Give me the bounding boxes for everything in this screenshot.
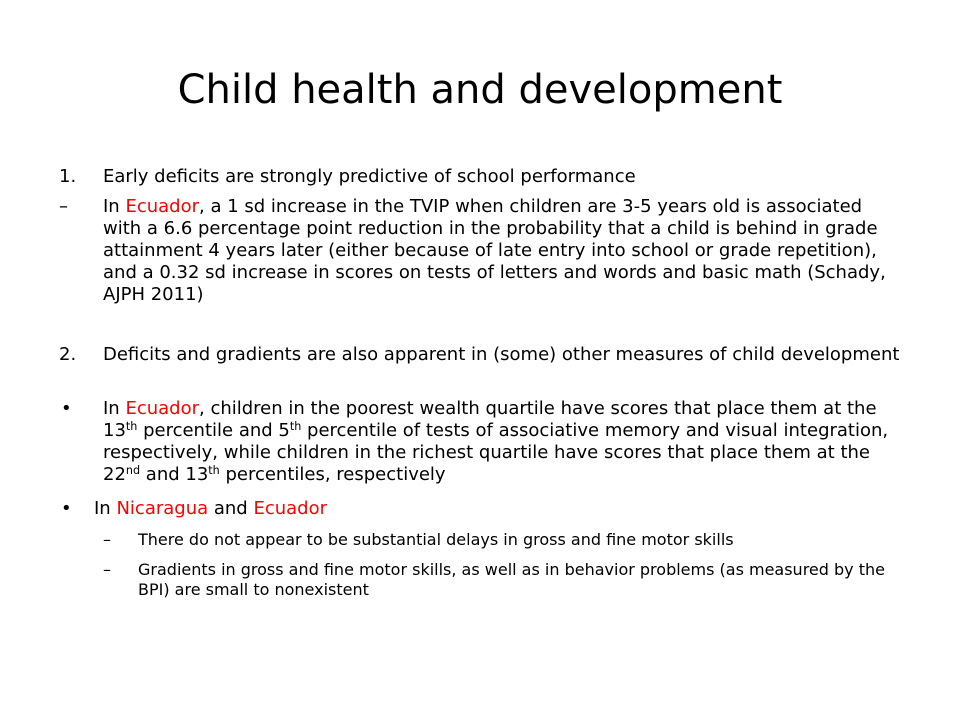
text-part: percentile of tests of associative memory and visual integration, respectively, while children in the richest quartile have scores that place them at the 22	[103, 420, 889, 485]
text-part: and 13	[140, 464, 209, 485]
ordinal-suffix: nd	[125, 463, 141, 477]
bullet-marker: •	[61, 498, 72, 519]
sub-item-text: Gradients in gross and fine motor skills, as well as in behavior problems (as measured by the BPI) are small to nonexistent	[138, 560, 885, 599]
numbered-item-1	[0, 166, 960, 190]
text-prefix: In	[103, 398, 126, 419]
sub-item-gradients	[0, 560, 960, 604]
text-prefix: In	[94, 498, 117, 519]
bullet-item-text	[94, 498, 894, 520]
item-text: Deficits and gradients are also apparent in (some) other measures of child development	[103, 344, 900, 365]
slide-title: Child health and development	[177, 67, 783, 113]
text-conjunction: and	[208, 498, 254, 519]
country-highlight: Ecuador	[253, 498, 327, 519]
text-body: , a 1 sd increase in the TVIP when children are 3-5 years old is associated with a 6.6 percentage point reduction in the probability that a child is behind in grade attainment 4 years later (either because of late entry into school or grade repetition), and a 0.32 sd increase in scores on tests of letters and words and basic math (Schady, AJPH 2011)	[103, 196, 886, 305]
dash-marker: –	[103, 560, 111, 579]
dash-item-ecuador-tvip	[0, 196, 960, 316]
bullet-item-nicaragua-ecuador	[0, 498, 960, 522]
text-part: , children in the poorest wealth quartile have scores that place them at the 13	[103, 398, 877, 441]
bullet-item-ecuador-percentiles	[0, 398, 960, 494]
numbered-item-2	[0, 344, 960, 390]
dash-marker: –	[59, 196, 68, 217]
ordinal-suffix: th	[289, 419, 302, 433]
sub-item-text: There do not appear to be substantial delays in gross and fine motor skills	[138, 530, 734, 549]
country-highlight: Ecuador	[125, 398, 199, 419]
ordinal-suffix: th	[125, 419, 138, 433]
item-number: 1.	[59, 166, 77, 187]
text-part: percentiles, respectively	[219, 464, 446, 485]
country-highlight: Nicaragua	[116, 498, 209, 519]
dash-item-text	[103, 196, 903, 306]
bullet-item-text	[103, 398, 903, 486]
text-prefix: In	[103, 196, 126, 217]
sub-item-motor-delays	[0, 530, 960, 552]
bullet-marker: •	[61, 398, 72, 419]
text-part: percentile and 5	[137, 420, 290, 441]
item-number: 2.	[59, 344, 77, 365]
item-text: Early deficits are strongly predictive of school performance	[103, 166, 636, 187]
ordinal-suffix: th	[208, 463, 220, 477]
country-highlight: Ecuador	[125, 196, 199, 217]
dash-marker: –	[103, 530, 111, 549]
